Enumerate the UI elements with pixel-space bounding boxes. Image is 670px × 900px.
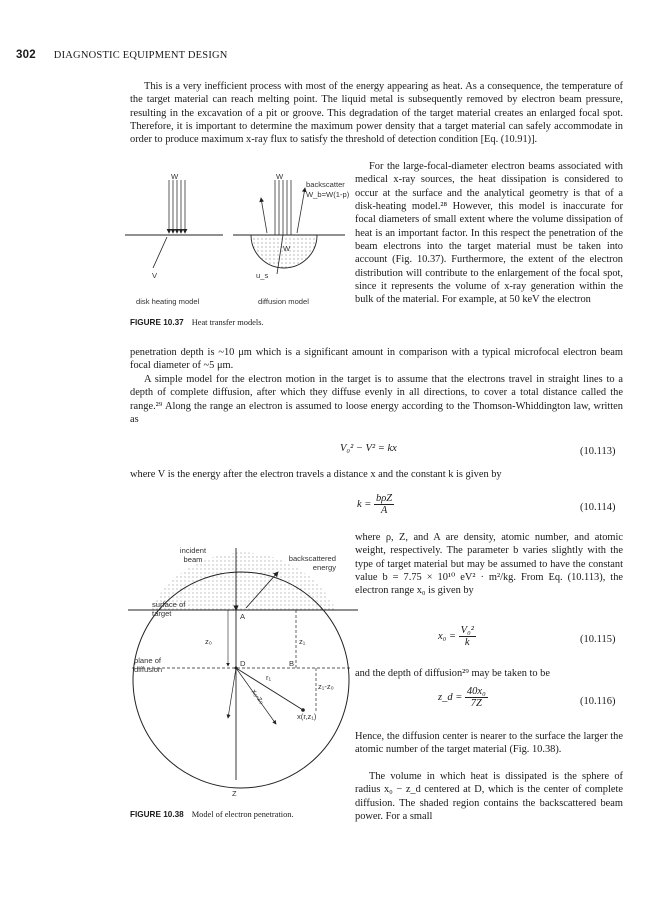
equation-number-10-115: (10.115): [580, 634, 616, 645]
fig37-label-disk-model: disk heating model: [136, 297, 200, 306]
paragraph-7: Hence, the diffusion center is nearer to the surface the larger the atomic number of the target material (Fig. 10.38).: [355, 731, 623, 756]
fig38-label-a: A: [240, 612, 246, 621]
equation-number-10-113: (10.113): [580, 446, 616, 457]
fig38-label-incident-beam: incident beam: [179, 546, 207, 564]
fig38-label-backscattered-energy: backscattered energy: [288, 554, 336, 572]
fig37-label-w-center: W: [283, 244, 291, 253]
equation-10-114: k = $\frac{\text{bρZ}}{A}$: [357, 493, 393, 516]
fig38-label-x0-z0: x₀-z₀: [249, 687, 267, 706]
paragraph-4: where V is the energy after the electron travels a distance x and the constant k is given by: [130, 469, 502, 480]
paragraph-6: and the depth of diffusion²⁹ may be taken to be: [355, 668, 550, 679]
paragraph-2-continued: penetration depth is ~10 μm which is a significant amount in comparison with a typical microfocal electron beam focal diameter of ~5 μm.: [130, 347, 623, 372]
figure-10-38-caption: FIGURE 10.38 Model of electron penetration.: [130, 810, 294, 819]
fig38-label-b: B: [289, 659, 295, 668]
paragraph-8: The volume in which heat is dissipated is the sphere of radius x₀ − z_d centered at D, which is the center of complete diffusion. The shaded region contains the backscattered beam power. For a small: [355, 771, 623, 823]
fig37-label-w-left: W: [171, 172, 179, 181]
paragraph-2-column: For the large-focal-diameter electron beams associated with medical x-ray sources, the heat dissipation is considered to occur at the surface and the analytical geometry is that of a disk-heating model.²⁸ However, this model is inaccurate for focal diameters of small extent where the volume dissipation of heat is an important factor. In this respect the penetration of the beam electrons into the target material must be taken into account (Fig. 10.37). Furthermore, the extent of the electron distribution will contribute to the enlargement of the focal spot, since it represents the volume of x-ray generation within the bulk of the material. For example, at 50 keV the electron: [355, 161, 623, 306]
fig38-label-surface-of-target: surface of target: [152, 600, 186, 618]
fig38-label-r1: r₁: [266, 673, 272, 682]
fig37-label-v: V: [152, 271, 158, 280]
fig38-label-plane-of-diffusion: plane of diffusion: [134, 656, 163, 674]
equation-number-10-114: (10.114): [580, 502, 616, 513]
page-number: 302: [16, 49, 36, 61]
figure-10-37-caption: FIGURE 10.37 Heat transfer models.: [130, 318, 264, 327]
equation-10-115: x₀ = $\frac{\text{V₀²}}{k}$: [438, 625, 474, 648]
paragraph-1: This is a very inefficient process with most of the energy appearing as heat. As a consequence, the temperature of the target material can reach melting point. The liquid metal is subsequently removed by electron beam pressure, resulting in the excavation of a pit or groove. This degradation of the target material creates an enlarged focal spot. Therefore, it is important to determine the maximum power density that a target material can safely accommodate in order to produce maximum x-ray flux to satisfy the threshold of detection condition [Eq. (10.91)].: [130, 81, 623, 146]
fig38-label-z1: z₁: [299, 637, 306, 646]
running-header: [16, 49, 228, 61]
equation-10-113: V₀² − V² = kx: [340, 443, 397, 454]
equation-number-10-116: (10.116): [580, 696, 616, 707]
fig38-label-d: D: [240, 659, 246, 668]
fig37-label-wb: W_b=W(1-p): [306, 190, 350, 199]
fig37-label-w-right: W: [276, 172, 284, 181]
fig37-label-backscatter: backscatter: [306, 180, 345, 189]
fig37-label-diffusion-model: diffusion model: [258, 297, 309, 306]
fig38-label-z0: z₀: [205, 637, 212, 646]
fig38-label-point: x(r,z₁): [297, 712, 317, 721]
equation-10-116: z_d = $\frac{\text{40x₀}}{7Z}$: [438, 686, 486, 709]
running-title: DIAGNOSTIC EQUIPMENT DESIGN: [53, 50, 228, 61]
fig38-label-z1-z0: z₁-z₀: [318, 682, 334, 691]
paragraph-5: where ρ, Z, and A are density, atomic number, and atomic weight, respectively. The parameter b varies slightly with the type of target material but may be assumed to have the constant value b = 7.75 × 10¹⁰ eV² · m²/kg. From Eq. (10.113), the electron range x₀ is given by: [355, 532, 623, 597]
paragraph-3: A simple model for the electron motion in the target is to assume that the electrons travel in straight lines to a depth of complete diffusion, after which they diffuse evenly in all directions, to cover a total distance called the range.²⁹ Along the range an electron is assumed to loose energy according to the Thomson-Whiddington law, written as: [130, 374, 623, 426]
fig38-label-z: Z: [232, 789, 237, 798]
fig37-label-u: u_s: [256, 271, 269, 280]
